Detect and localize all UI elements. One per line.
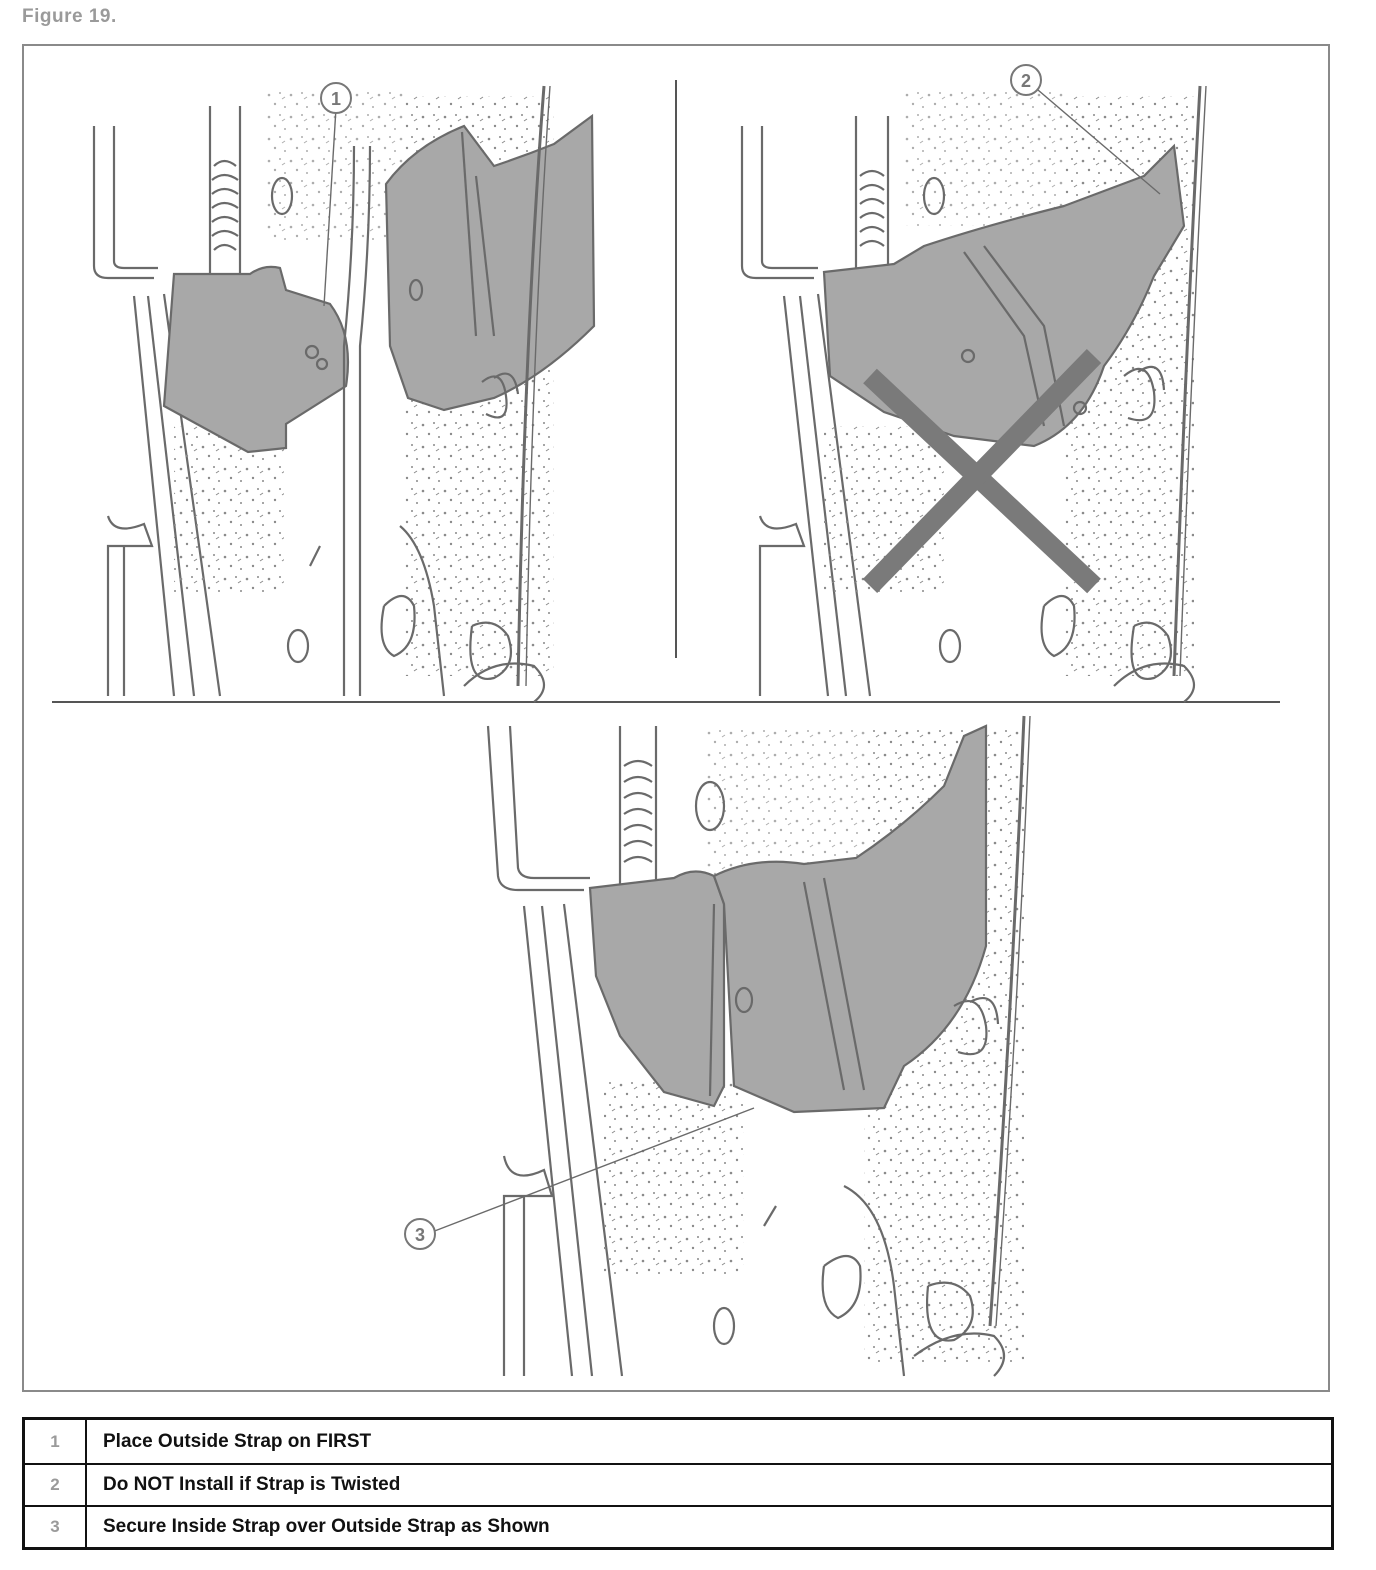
callout-3 (405, 1219, 435, 1249)
svg-text:3: 3 (414, 1225, 426, 1245)
legend-table (22, 1417, 1334, 1550)
figure-illustration (22, 44, 1330, 1392)
panel-incorrect-twisted-strap (742, 86, 1206, 702)
panel-correct-inside-over-outside (432, 716, 1030, 1376)
legend-number: 3 (24, 1506, 87, 1549)
callout-2 (1011, 65, 1041, 95)
legend-text: Place Outside Strap on FIRST (86, 1419, 1333, 1465)
callout-1 (321, 83, 351, 113)
legend-text: Do NOT Install if Strap is Twisted (86, 1464, 1333, 1506)
panel-correct-outside-strap (94, 86, 594, 702)
legend-row (24, 1464, 1333, 1506)
svg-text:2: 2 (1020, 71, 1032, 91)
legend-row (24, 1506, 1333, 1549)
figure-title: Figure 19. (22, 6, 117, 27)
legend-row (24, 1419, 1333, 1465)
legend-number: 2 (24, 1464, 87, 1506)
legend-number: 1 (24, 1419, 87, 1465)
legend-text: Secure Inside Strap over Outside Strap as Shown (86, 1506, 1333, 1549)
strap-installation-drawing (24, 46, 1328, 1390)
svg-text:1: 1 (330, 89, 342, 109)
